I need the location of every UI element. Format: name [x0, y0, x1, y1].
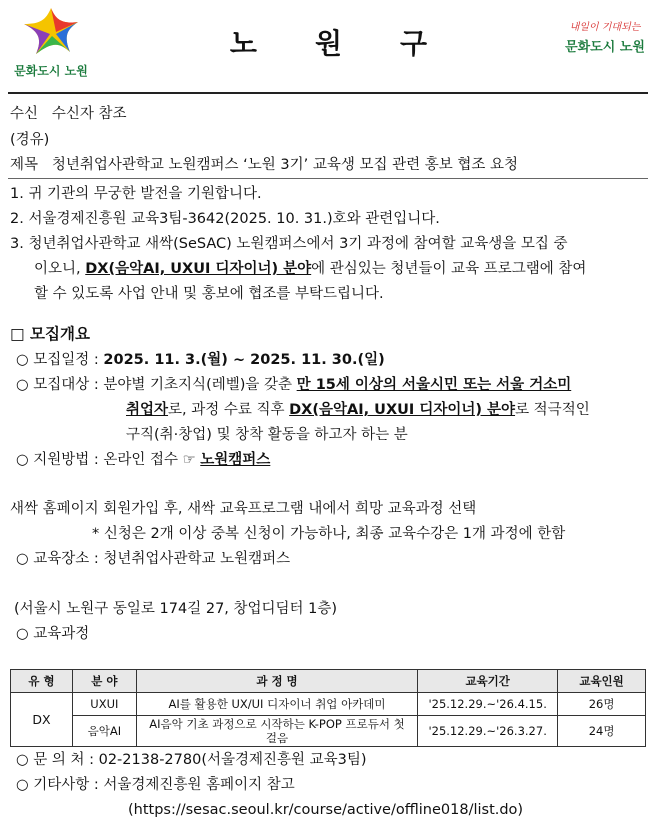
header-divider [8, 92, 648, 94]
recipient-value: 수신자 참조 [51, 106, 127, 122]
period-label: ○ 모집일정 : [16, 352, 104, 368]
subject-label: 제목 [10, 157, 39, 173]
paragraph-3-line-2 [34, 259, 586, 279]
target-mid: 로, 과정 수료 직후 [168, 402, 290, 418]
cell-course-name [136, 716, 417, 747]
course-table [10, 669, 646, 747]
cell-field: UXUI [72, 693, 136, 716]
target-label: ○ 모집대상 : [16, 377, 104, 393]
header-type: 유 형 [11, 670, 73, 693]
etc-line [16, 775, 295, 795]
recipient-line [10, 104, 127, 124]
course-name-line-1: AI음악 기초 과정으로 시작하는 K-POP 프로듀서 첫 [149, 717, 405, 731]
duplicate-note: * 신청은 2개 이상 중복 신청이 가능하나, 최종 교육수강은 1개 과정에 한함 [92, 526, 566, 542]
cell-count: 24명 [558, 716, 646, 747]
table-row [11, 716, 646, 747]
header-period: 교육기간 [418, 670, 558, 693]
cell-period: '25.12.29.~'26.3.27. [418, 716, 558, 747]
p3-emphasis: DX(음악AI, UXUI 디자이너) 분야 [85, 261, 312, 277]
target-emphasis-2: DX(음악AI, UXUI 디자이너) 분야 [289, 402, 516, 418]
contact-line [16, 750, 367, 770]
place-value: 청년취업사관학교 노원캠퍼스 [103, 551, 291, 567]
sesac-url[interactable]: (https://sesac.seoul.kr/course/active/offline018/list.do) [128, 802, 524, 818]
edu-place [16, 549, 290, 569]
nowon-campus-link[interactable]: 노원캠퍼스 [200, 452, 271, 468]
p3-post: 에 관심있는 청년들이 교육 프로그램에 참여 [311, 261, 587, 277]
recruit-period [16, 350, 385, 370]
recruit-target-line-3: 구직(취·창업) 및 창착 활동을 하고자 하는 분 [126, 427, 408, 443]
section-title-overview: □ 모집개요 [10, 325, 90, 343]
header-count: 교육인원 [558, 670, 646, 693]
contact-value: 02-2138-2780(서울경제진흥원 교육3팀) [98, 752, 367, 768]
table-row [11, 693, 646, 716]
recruit-target-line-1 [16, 375, 571, 395]
paragraph-1: 1. 귀 기관의 무궁한 발전을 기원합니다. [10, 186, 262, 202]
target-pre: 분야별 기초지식(레벨)을 갖춘 [103, 377, 297, 393]
cell-count: 26명 [558, 693, 646, 716]
header-course-name: 과 정 명 [136, 670, 417, 693]
etc-label: ○ 기타사항 : [16, 777, 104, 793]
period-value: 2025. 11. 3.(월) ~ 2025. 11. 30.(일) [103, 352, 385, 368]
target-post: 로 적극적인 [515, 402, 590, 418]
subject-line [10, 155, 518, 175]
p3-pre: 이오니, [34, 261, 86, 277]
subject-value: 청년취업사관학교 노원캠퍼스 ‘노원 3기’ 교육생 모집 관련 홍보 협조 요청 [51, 157, 518, 173]
apply-method [16, 450, 270, 470]
method-label: ○ 지원방법 : [16, 452, 104, 468]
target-emphasis-1: 만 15세 이상의 서울시민 또는 서울 거소미 [296, 377, 572, 393]
cell-period: '25.12.29.~'26.4.15. [418, 693, 558, 716]
contact-label: ○ 문 의 처 : [16, 752, 99, 768]
target-emphasis-1b: 취업자 [126, 402, 169, 418]
signup-note: 새싹 홈페이지 회원가입 후, 새싹 교육프로그램 내에서 희망 교육과정 선택 [10, 501, 477, 517]
paragraph-2: 2. 서울경제진흥원 교육3팀-3642(2025. 10. 31.)호와 관련입니다. [10, 211, 440, 227]
via-line: (경유) [10, 132, 50, 148]
header-field: 분 야 [72, 670, 136, 693]
page-title: 노원구 [229, 27, 486, 60]
logo-right-slogan: 내일이 기대되는 [569, 22, 641, 33]
document-header [0, 0, 657, 90]
edu-address: (서울시 노원구 동일로 174길 27, 창업디딤터 1층) [14, 601, 338, 617]
paragraph-3-line-1: 3. 청년취업사관학교 새싹(SeSAC) 노원캠퍼스에서 3기 과정에 참여할 교육생을 모집 중 [10, 236, 568, 252]
logo-right-text: 문화도시 노원 [565, 40, 645, 55]
paragraph-3-line-3: 할 수 있도록 사업 안내 및 홍보에 협조를 부탁드립니다. [34, 286, 384, 302]
cell-course-name: AI를 활용한 UX/UI 디자이너 취업 아카데미 [136, 693, 417, 716]
cell-type: DX [11, 693, 73, 747]
etc-value: 서울경제진흥원 홈페이지 참고 [103, 777, 295, 793]
method-value: 온라인 접수 ☞ [103, 452, 201, 468]
recipient-label: 수신 [10, 106, 39, 122]
course-label: ○ 교육과정 [16, 626, 90, 642]
cell-field: 음악AI [72, 716, 136, 747]
nowon-logo-right [560, 18, 650, 68]
course-name-line-2: 걸음 [265, 731, 289, 745]
place-label: ○ 교육장소 : [16, 551, 104, 567]
table-header-row [11, 670, 646, 693]
logo-left-text: 문화도시 노원 [14, 64, 88, 78]
subject-divider [8, 178, 648, 179]
recruit-target-line-2 [126, 400, 590, 420]
